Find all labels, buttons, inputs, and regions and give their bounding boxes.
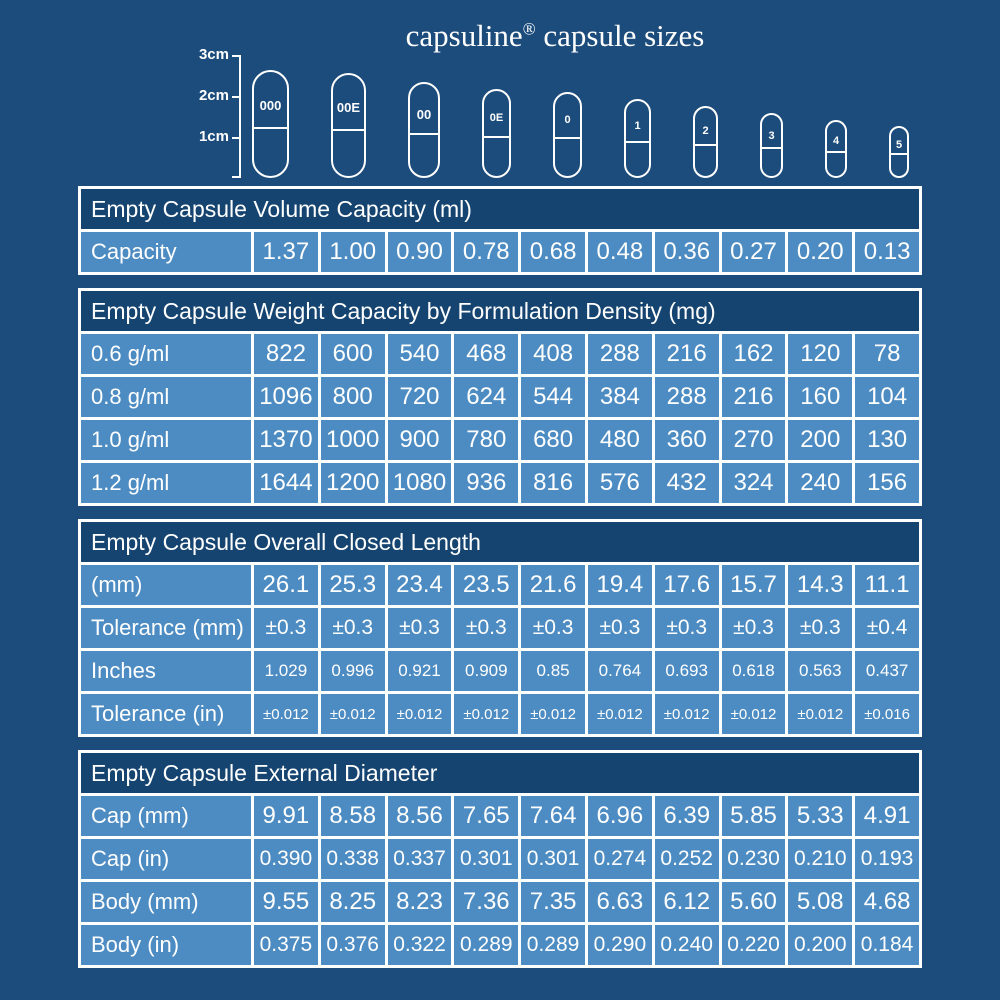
cell-value: ±0.4 [855,608,919,648]
cell-value: ±0.3 [655,608,719,648]
capsule-size-00E [331,73,366,178]
capsule-size-0E [482,89,511,178]
cell-value: 1200 [321,463,385,503]
capsule-cap-seam [889,153,909,155]
ruler-tick-3cm [232,55,241,57]
cell-value: 600 [321,334,385,374]
table-title: Empty Capsule Overall Closed Length [81,522,919,562]
ruler-tick-1cm [232,137,241,139]
registered-trademark-icon: ® [522,19,536,39]
capsule-size-label: 000 [259,98,282,114]
row-label: 1.2 g/ml [81,463,251,503]
cell-value: ±0.012 [321,694,385,734]
cell-value: 0.301 [454,839,518,879]
cell-value: 9.91 [254,796,318,836]
cell-value: 6.96 [588,796,652,836]
cell-value: 17.6 [655,565,719,605]
row-label: 0.8 g/ml [81,377,251,417]
cell-value: 6.12 [655,882,719,922]
cell-value: 780 [454,420,518,460]
cell-value: 800 [321,377,385,417]
capsule-cap-seam [553,137,582,139]
cell-value: 540 [388,334,452,374]
cell-value: 0.230 [722,839,786,879]
cell-value: 0.68 [521,232,585,272]
cell-value: 468 [454,334,518,374]
row-label: Tolerance (in) [81,694,251,734]
row-label: (mm) [81,565,251,605]
cell-value: 5.60 [722,882,786,922]
cell-value: 900 [388,420,452,460]
cell-value: 936 [454,463,518,503]
capsule-size-label: 2 [702,124,709,137]
capsule-size-label: 3 [768,129,775,142]
capsule-diagram [0,0,1000,186]
cell-value: 480 [588,420,652,460]
cell-value: 0.376 [321,925,385,965]
table-volume [78,186,922,275]
table-diameter [78,750,922,968]
cell-value: ±0.016 [855,694,919,734]
cell-value: 5.33 [788,796,852,836]
cell-value: 1096 [254,377,318,417]
cell-value: ±0.012 [722,694,786,734]
cell-value: 544 [521,377,585,417]
cell-value: 120 [788,334,852,374]
table-body [81,334,919,503]
row-label: Body (mm) [81,882,251,922]
ruler-tick-2cm [232,96,241,98]
cell-value: 8.56 [388,796,452,836]
table-title: Empty Capsule Volume Capacity (ml) [81,189,919,229]
cell-value: ±0.012 [454,694,518,734]
cell-value: 288 [655,377,719,417]
cell-value: 23.5 [454,565,518,605]
cell-value: 162 [722,334,786,374]
cell-value: 0.909 [454,651,518,691]
cell-value: 0.13 [855,232,919,272]
cell-value: 216 [655,334,719,374]
table-body [81,796,919,965]
capsule-row [252,68,909,178]
cell-value: ±0.012 [655,694,719,734]
cell-value: 23.4 [388,565,452,605]
row-label: Cap (mm) [81,796,251,836]
capsule-cap-seam [624,141,651,143]
cell-value: 0.375 [254,925,318,965]
capsule-size-label: 5 [895,139,903,152]
table-length [78,519,922,737]
cell-value: 1.00 [321,232,385,272]
cell-value: 21.6 [521,565,585,605]
row-label: Cap (in) [81,839,251,879]
capsule-cap-seam [760,147,783,149]
capsule-size-2 [693,106,718,178]
cell-value: 0.20 [788,232,852,272]
cell-value: 8.23 [388,882,452,922]
cell-value: 7.65 [454,796,518,836]
cell-value: 408 [521,334,585,374]
cell-value: 130 [855,420,919,460]
cell-value: 432 [655,463,719,503]
cell-value: 25.3 [321,565,385,605]
cell-value: 1000 [321,420,385,460]
table-weight [78,288,922,506]
cell-value: 0.693 [655,651,719,691]
cell-value: 1644 [254,463,318,503]
cell-value: 0.290 [588,925,652,965]
capsule-size-3 [760,113,783,178]
cell-value: 624 [454,377,518,417]
cell-value: 0.274 [588,839,652,879]
cell-value: 0.289 [454,925,518,965]
brand-name: capsuline [405,18,523,53]
cell-value: ±0.012 [388,694,452,734]
cell-value: ±0.012 [588,694,652,734]
cell-value: 720 [388,377,452,417]
ruler-label-1cm: 1cm [198,128,229,145]
cell-value: 160 [788,377,852,417]
cell-value: 822 [254,334,318,374]
cell-value: 8.58 [321,796,385,836]
cell-value: 5.85 [722,796,786,836]
cell-value: 7.35 [521,882,585,922]
cell-value: ±0.3 [722,608,786,648]
capsule-cap-seam [331,129,366,131]
cell-value: 0.85 [521,651,585,691]
cell-value: 26.1 [254,565,318,605]
cell-value: 4.68 [855,882,919,922]
capsule-size-00 [408,82,440,178]
capsule-size-4 [825,120,847,178]
cell-value: 576 [588,463,652,503]
cell-value: 0.301 [521,839,585,879]
capsule-size-label: 00E [336,100,361,116]
capsule-cap-seam [408,133,440,135]
cell-value: ±0.012 [788,694,852,734]
cell-value: 0.48 [588,232,652,272]
cell-value: 0.90 [388,232,452,272]
scale-ruler [198,46,241,178]
cell-value: 0.240 [655,925,719,965]
cell-value: ±0.3 [521,608,585,648]
cell-value: 0.618 [722,651,786,691]
cell-value: ±0.3 [254,608,318,648]
cell-value: ±0.3 [388,608,452,648]
row-label: Inches [81,651,251,691]
cell-value: 156 [855,463,919,503]
cell-value: 680 [521,420,585,460]
cell-value: 0.337 [388,839,452,879]
cell-value: 0.563 [788,651,852,691]
capsule-cap-seam [693,144,718,146]
cell-value: 5.08 [788,882,852,922]
cell-value: 288 [588,334,652,374]
tables [78,186,922,981]
cell-value: 0.996 [321,651,385,691]
cell-value: 0.78 [454,232,518,272]
cell-value: 9.55 [254,882,318,922]
table-body [81,565,919,734]
row-label: 0.6 g/ml [81,334,251,374]
cell-value: 0.289 [521,925,585,965]
ruler-label-3cm: 3cm [198,46,229,63]
cell-value: 19.4 [588,565,652,605]
cell-value: 0.390 [254,839,318,879]
capsule-size-0 [553,92,582,178]
cell-value: 0.200 [788,925,852,965]
capsule-cap-seam [482,136,511,138]
table-title: Empty Capsule Weight Capacity by Formulation Density (mg) [81,291,919,331]
cell-value: 0.193 [855,839,919,879]
cell-value: 104 [855,377,919,417]
cell-value: 360 [655,420,719,460]
cell-value: 6.39 [655,796,719,836]
capsule-size-label: 1 [634,119,641,132]
cell-value: 11.1 [855,565,919,605]
cell-value: 1.37 [254,232,318,272]
cell-value: 0.210 [788,839,852,879]
capsule-size-label: 0E [489,112,504,125]
row-label: Capacity [81,232,251,272]
capsule-size-label: 0 [564,114,571,127]
cell-value: 384 [588,377,652,417]
row-label: Tolerance (mm) [81,608,251,648]
cell-value: 0.322 [388,925,452,965]
cell-value: 1370 [254,420,318,460]
cell-value: 0.764 [588,651,652,691]
capsule-size-1 [624,99,651,178]
cell-value: 0.36 [655,232,719,272]
capsule-cap-seam [825,151,847,153]
cell-value: 324 [722,463,786,503]
cell-value: 0.921 [388,651,452,691]
cell-value: 7.36 [454,882,518,922]
capsule-size-5 [889,126,909,178]
page-title [0,18,1000,54]
cell-value: ±0.012 [521,694,585,734]
cell-value: 216 [722,377,786,417]
cell-value: 200 [788,420,852,460]
row-label: Body (in) [81,925,251,965]
cell-value: 7.64 [521,796,585,836]
cell-value: 15.7 [722,565,786,605]
cell-value: 0.252 [655,839,719,879]
cell-value: ±0.3 [588,608,652,648]
cell-value: ±0.3 [321,608,385,648]
cell-value: ±0.012 [254,694,318,734]
cell-value: 240 [788,463,852,503]
cell-value: 8.25 [321,882,385,922]
cell-value: ±0.3 [788,608,852,648]
title-suffix: capsule sizes [535,18,705,53]
cell-value: 1.029 [254,651,318,691]
ruler-tick-bottom [232,176,241,178]
capsule-size-000 [252,70,289,178]
row-label: 1.0 g/ml [81,420,251,460]
capsule-size-label: 4 [832,135,840,148]
cell-value: 4.91 [855,796,919,836]
table-body [81,232,919,272]
cell-value: ±0.3 [454,608,518,648]
cell-value: 1080 [388,463,452,503]
table-title: Empty Capsule External Diameter [81,753,919,793]
cell-value: 78 [855,334,919,374]
capsule-size-label: 00 [416,106,432,122]
capsule-cap-seam [252,127,289,129]
cell-value: 0.338 [321,839,385,879]
cell-value: 270 [722,420,786,460]
cell-value: 816 [521,463,585,503]
cell-value: 0.220 [722,925,786,965]
cell-value: 14.3 [788,565,852,605]
cell-value: 0.437 [855,651,919,691]
cell-value: 6.63 [588,882,652,922]
cell-value: 0.27 [722,232,786,272]
cell-value: 0.184 [855,925,919,965]
ruler-label-2cm: 2cm [198,87,229,104]
